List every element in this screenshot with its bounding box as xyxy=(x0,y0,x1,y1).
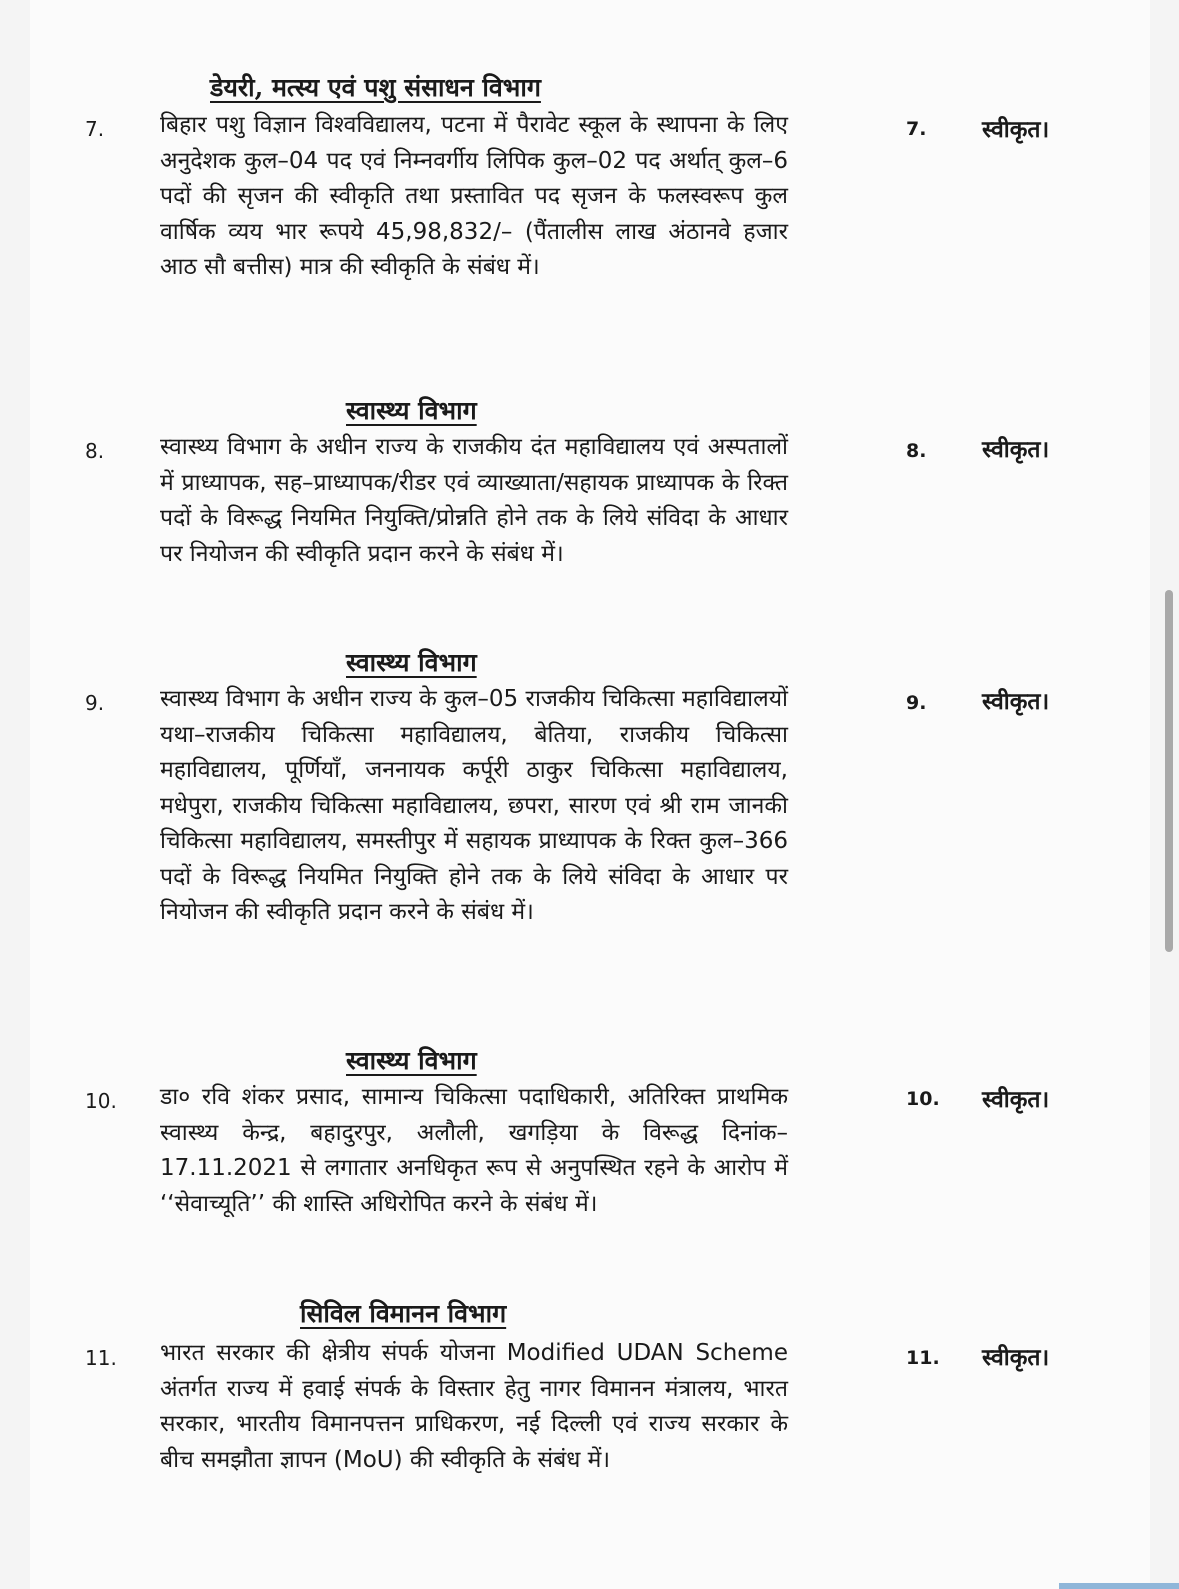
result-number: 11. xyxy=(906,1347,940,1369)
department-heading: स्वास्थ्य विभाग xyxy=(346,396,477,425)
status-label: स्वीकृत। xyxy=(982,689,1050,715)
status-label: स्वीकृत। xyxy=(982,437,1050,463)
corner-tab xyxy=(1059,1583,1179,1589)
item-number: 10. xyxy=(85,1089,117,1113)
item-description: स्वास्थ्य विभाग के अधीन राज्य के राजकीय दंत महाविद्यालय एवं अस्पतालों में प्राध्यापक, सह–प्राध्यापक/रीडर एवं व्याख्याता/सहायक प्राध्यापक के रिक्त पदों के विरूद्ध नियमित नियुक्ति/प्रोन्नति होने तक के लिये संविदा के आधार पर नियोजन की स्वीकृति प्रदान करने के संबंध में। xyxy=(160,434,788,567)
status-label: स्वीकृत। xyxy=(982,117,1050,143)
item-number: 11. xyxy=(85,1346,117,1370)
department-heading: स्वास्थ्य विभाग xyxy=(346,648,477,677)
item-number: 8. xyxy=(85,439,105,463)
item-description: स्वास्थ्य विभाग के अधीन राज्य के कुल–05 राजकीय चिकित्सा महाविद्यालयों यथा–राजकीय चिकित्सा महाविद्यालय, बेतिया, राजकीय चिकित्सा महाविद्यालय, पूर्णियाँ, जननायक कर्पूरी ठाकुर चिकित्सा महाविद्यालय, मधेपुरा, राजकीय चिकित्सा महाविद्यालय, छपरा, सारण एवं श्री राम जानकी चिकित्सा महाविद्यालय, समस्तीपुर में सहायक प्राध्यापक के रिक्त कुल–366 पदों के विरूद्ध नियमित नियुक्ति होने तक के लिये संविदा के आधार पर नियोजन की स्वीकृति प्रदान करने के संबंध में। xyxy=(160,686,788,925)
item-description: भारत सरकार की क्षेत्रीय संपर्क योजना Modified UDAN Scheme अंतर्गत राज्य में हवाई संपर्क के विस्तार हेतु नागर विमानन मंत्रालय, भारत सरकार, भारतीय विमानपत्तन प्राधिकरण, नई दिल्ली एवं राज्य सरकार के बीच समझौता ज्ञापन (MoU) की स्वीकृति के संबंध में। xyxy=(160,1340,788,1473)
result-number: 10. xyxy=(906,1088,940,1110)
department-heading: स्वास्थ्य विभाग xyxy=(346,1046,477,1075)
result-number: 7. xyxy=(906,118,927,140)
department-heading: सिविल विमानन विभाग xyxy=(300,1299,507,1328)
item-description: बिहार पशु विज्ञान विश्वविद्यालय, पटना में पैरावेट स्कूल के स्थापना के लिए अनुदेशक कुल–04 पद एवं निम्नवर्गीय लिपिक कुल–02 पद अर्थात् कुल–6 पदों की सृजन की स्वीकृति तथा प्रस्तावित पद सृजन के फलस्वरूप कुल वार्षिक व्यय भार रूपये 45,98,832/– (पैंतालीस लाख अंठानवे हजार आठ सौ बत्तीस) मात्र की स्वीकृति के संबंध में। xyxy=(160,112,788,280)
result-number: 8. xyxy=(906,440,927,462)
status-label: स्वीकृत। xyxy=(982,1345,1050,1371)
vertical-scrollbar[interactable] xyxy=(1165,590,1173,952)
item-number: 9. xyxy=(85,691,105,715)
item-description: डा० रवि शंकर प्रसाद, सामान्य चिकित्सा पदाधिकारी, अतिरिक्त प्राथमिक स्वास्थ्य केन्द्र, बहादुरपुर, अलौली, खगड़िया के विरूद्ध दिनांक–17.11.2021 से लगातार अनधिकृत रूप से अनुपस्थित रहने के आरोप में ‘‘सेवाच्यूति’’ की शास्ति अधिरोपित करने के संबंध में। xyxy=(160,1084,788,1217)
department-heading: डेयरी, मत्स्य एवं पशु संसाधन विभाग xyxy=(210,73,541,102)
document-page xyxy=(30,0,1150,1589)
status-label: स्वीकृत। xyxy=(982,1087,1050,1113)
result-number: 9. xyxy=(906,692,927,714)
item-number: 7. xyxy=(85,117,105,141)
